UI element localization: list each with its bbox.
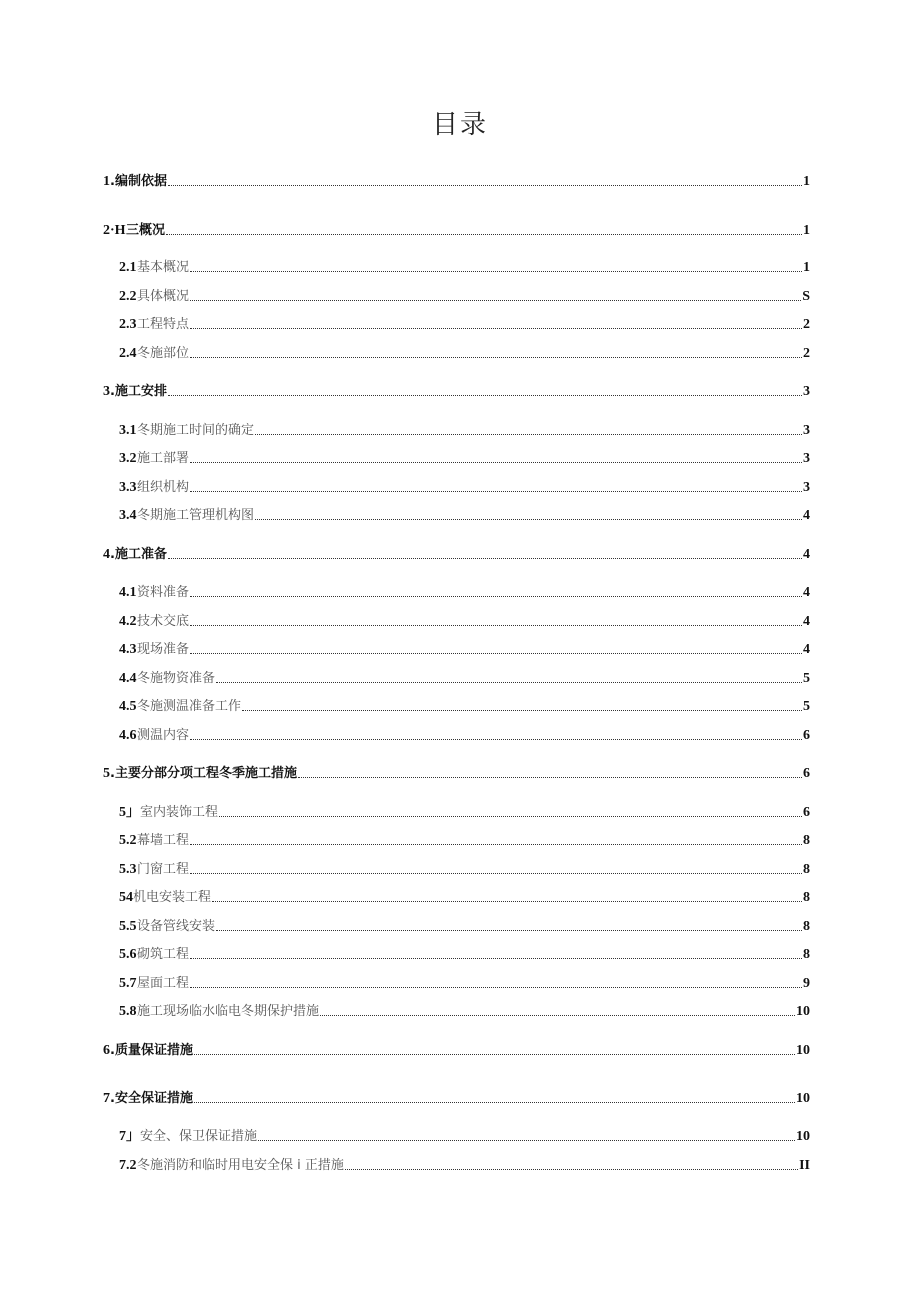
toc-entry-page: 4 bbox=[803, 585, 810, 600]
toc-entry-number: 1 bbox=[103, 174, 110, 189]
toc-entry-page: 4 bbox=[803, 547, 810, 562]
toc-leader-dots bbox=[345, 1169, 798, 1170]
toc-entry[interactable] bbox=[0, 859, 920, 881]
toc-entry-title: 工程特点 bbox=[137, 317, 190, 332]
toc-entry[interactable] bbox=[0, 220, 920, 242]
toc-entry-page: 6 bbox=[803, 805, 810, 820]
toc-entry[interactable] bbox=[0, 343, 920, 365]
toc-entry-title: .质量保证措施 bbox=[110, 1043, 193, 1058]
toc-entry-page: S bbox=[802, 289, 810, 304]
toc-entry-number: 4.4 bbox=[119, 671, 137, 686]
toc-entry-page: 6 bbox=[803, 766, 810, 781]
toc-entry-title: 门窗工程 bbox=[137, 862, 190, 877]
toc-leader-dots bbox=[298, 777, 802, 778]
toc-entry-title: 冬施消防和临时用电安全保 i 正措施 bbox=[137, 1158, 344, 1173]
toc-entry-number: 4.5 bbox=[119, 699, 137, 714]
toc-entry[interactable] bbox=[0, 611, 920, 633]
toc-entry-title: 冬施部位 bbox=[137, 346, 190, 361]
toc-entry[interactable] bbox=[0, 420, 920, 442]
toc-entry-page: II bbox=[799, 1158, 810, 1173]
toc-entry[interactable] bbox=[0, 916, 920, 938]
toc-entry[interactable] bbox=[0, 286, 920, 308]
toc-entry-page: 4 bbox=[803, 508, 810, 523]
toc-leader-dots bbox=[190, 462, 802, 463]
toc-leader-dots bbox=[194, 1102, 795, 1103]
toc-entry-page: 3 bbox=[803, 423, 810, 438]
toc-leader-dots bbox=[190, 300, 801, 301]
toc-leader-dots bbox=[168, 558, 802, 559]
toc-entry[interactable] bbox=[0, 1088, 920, 1110]
toc-entry[interactable] bbox=[0, 639, 920, 661]
toc-leader-dots bbox=[194, 1054, 795, 1055]
toc-entry-page: 8 bbox=[803, 947, 810, 962]
toc-leader-dots bbox=[212, 901, 802, 902]
page-title: 目录 bbox=[431, 110, 488, 140]
toc-leader-dots bbox=[190, 491, 802, 492]
toc-entry-page: 4 bbox=[803, 614, 810, 629]
toc-entry[interactable] bbox=[0, 448, 920, 470]
toc-entry[interactable] bbox=[0, 1155, 920, 1177]
toc-entry-number: 2.3 bbox=[119, 317, 137, 332]
toc-entry-title: 冬期施工时间的确定 bbox=[137, 423, 255, 438]
toc-entry-title: 安全、保卫保证措施 bbox=[140, 1129, 258, 1144]
toc-leader-dots bbox=[242, 710, 802, 711]
toc-entry-page: 3 bbox=[803, 384, 810, 399]
toc-entry-page: 10 bbox=[796, 1129, 810, 1144]
toc-leader-dots bbox=[190, 625, 802, 626]
toc-entry-title: 基本概况 bbox=[137, 260, 190, 275]
toc-entry[interactable] bbox=[0, 314, 920, 336]
toc-leader-dots bbox=[190, 987, 802, 988]
toc-entry[interactable] bbox=[0, 944, 920, 966]
toc-leader-dots bbox=[190, 653, 802, 654]
toc-leader-dots bbox=[166, 234, 802, 235]
toc-entry[interactable] bbox=[0, 1040, 920, 1062]
toc-entry-title: 具体概况 bbox=[137, 289, 190, 304]
toc-entry-title: 冬施物资准备 bbox=[137, 671, 216, 686]
toc-entry-number: 3.1 bbox=[119, 423, 137, 438]
toc-entry-page: 6 bbox=[803, 728, 810, 743]
toc-entry-title: 施工现场临水临电冬期保护措施 bbox=[137, 1004, 320, 1019]
toc-entry-page: 5 bbox=[803, 699, 810, 714]
toc-leader-dots bbox=[216, 930, 802, 931]
toc-entry-number: 4.6 bbox=[119, 728, 137, 743]
toc-entry[interactable] bbox=[0, 802, 920, 824]
toc-entry-number: 4.1 bbox=[119, 585, 137, 600]
toc-entry-page: 5 bbox=[803, 671, 810, 686]
toc-entry-title: 资料准备 bbox=[137, 585, 190, 600]
toc-entry-title: 幕墙工程 bbox=[137, 833, 190, 848]
toc-leader-dots bbox=[320, 1015, 795, 1016]
toc-entry-number: 5.5 bbox=[119, 919, 137, 934]
toc-leader-dots bbox=[190, 328, 802, 329]
toc-entry-title: 三概况 bbox=[126, 223, 166, 238]
toc-entry-number: 54 bbox=[119, 890, 133, 905]
toc-entry-title: 冬施测温准备工作 bbox=[137, 699, 242, 714]
toc-entry-number: 3.2 bbox=[119, 451, 137, 466]
toc-entry-page: 2 bbox=[803, 346, 810, 361]
toc-entry-title: 冬期施工管理机构图 bbox=[137, 508, 255, 523]
toc-entry-page: 1 bbox=[803, 174, 810, 189]
toc-entry-page: 8 bbox=[803, 862, 810, 877]
toc-entry-title: 施工部署 bbox=[137, 451, 190, 466]
toc-leader-dots bbox=[255, 434, 802, 435]
toc-entry-title: .施工准备 bbox=[110, 547, 167, 562]
toc-entry-number: 5 bbox=[103, 766, 110, 781]
toc-entry-number: 7」 bbox=[119, 1129, 140, 1144]
toc-entry-page: 10 bbox=[796, 1043, 810, 1058]
toc-entry-number: 5.7 bbox=[119, 976, 137, 991]
toc-entry[interactable] bbox=[0, 763, 920, 785]
toc-entry-number: 3.3 bbox=[119, 480, 137, 495]
toc-entry-number: 7 bbox=[103, 1091, 110, 1106]
toc-entry-number: 6 bbox=[103, 1043, 110, 1058]
toc-entry-title: 砌筑工程 bbox=[137, 947, 190, 962]
toc-entry-page: 1 bbox=[803, 260, 810, 275]
toc-entry-number: 5.2 bbox=[119, 833, 137, 848]
toc-entry-title: .施工安排 bbox=[110, 384, 167, 399]
toc-entry[interactable] bbox=[0, 725, 920, 747]
toc-entry[interactable] bbox=[0, 381, 920, 403]
toc-entry[interactable] bbox=[0, 973, 920, 995]
toc-leader-dots bbox=[190, 844, 802, 845]
toc-leader-dots bbox=[190, 958, 802, 959]
toc-leader-dots bbox=[255, 519, 802, 520]
toc-entry-title: 现场准备 bbox=[137, 642, 190, 657]
toc-entry-title: 设备管线安装 bbox=[137, 919, 216, 934]
toc-entry[interactable] bbox=[0, 696, 920, 718]
toc-leader-dots bbox=[168, 185, 802, 186]
toc-entry-title: 技术交底 bbox=[137, 614, 190, 629]
toc-entry-number: 5.6 bbox=[119, 947, 137, 962]
toc-entry[interactable] bbox=[0, 582, 920, 604]
toc-entry-title: 屋面工程 bbox=[137, 976, 190, 991]
toc-entry[interactable] bbox=[0, 544, 920, 566]
toc-entry-title: 室内装饰工程 bbox=[140, 805, 219, 820]
toc-entry-number: 5」 bbox=[119, 805, 140, 820]
toc-entry-page: 10 bbox=[796, 1091, 810, 1106]
toc-entry[interactable] bbox=[0, 505, 920, 527]
toc-leader-dots bbox=[216, 682, 802, 683]
toc-entry-page: 8 bbox=[803, 919, 810, 934]
toc-entry-number: 2.1 bbox=[119, 260, 137, 275]
toc-entry[interactable] bbox=[0, 477, 920, 499]
toc-entry-page: 2 bbox=[803, 317, 810, 332]
toc-leader-dots bbox=[190, 271, 802, 272]
toc-entry-page: 9 bbox=[803, 976, 810, 991]
toc-leader-dots bbox=[190, 739, 802, 740]
toc-entry-page: 10 bbox=[796, 1004, 810, 1019]
toc-leader-dots bbox=[190, 357, 802, 358]
toc-entry[interactable] bbox=[0, 1126, 920, 1148]
toc-entry-page: 3 bbox=[803, 451, 810, 466]
toc-entry-number: 3.4 bbox=[119, 508, 137, 523]
toc-entry-title: .主要分部分项工程冬季施工措施 bbox=[110, 766, 297, 781]
toc-entry-number: 4 bbox=[103, 547, 110, 562]
toc-entry[interactable] bbox=[0, 887, 920, 909]
toc-entry[interactable] bbox=[0, 830, 920, 852]
toc-entry[interactable] bbox=[0, 257, 920, 279]
toc-entry-number: 5.8 bbox=[119, 1004, 137, 1019]
toc-entry-page: 1 bbox=[803, 223, 810, 238]
toc-entry-title: 组织机构 bbox=[137, 480, 190, 495]
toc-entry[interactable] bbox=[0, 668, 920, 690]
toc-entry-number: 2.4 bbox=[119, 346, 137, 361]
toc-entry-number: 4.2 bbox=[119, 614, 137, 629]
toc-entry-title: .编制依据 bbox=[110, 174, 167, 189]
toc-entry-number: 2.2 bbox=[119, 289, 137, 304]
toc-entry-title: .安全保证措施 bbox=[110, 1091, 193, 1106]
toc-entry-number: 5.3 bbox=[119, 862, 137, 877]
toc-entry-number: 2·H bbox=[103, 223, 126, 238]
toc-entry-number: 7.2 bbox=[119, 1158, 137, 1173]
toc-entry-page: 8 bbox=[803, 833, 810, 848]
toc-leader-dots bbox=[258, 1140, 795, 1141]
toc-leader-dots bbox=[190, 596, 802, 597]
toc-entry-title: 机电安装工程 bbox=[133, 890, 212, 905]
toc-entry-page: 4 bbox=[803, 642, 810, 657]
toc-entry[interactable] bbox=[0, 171, 920, 193]
toc-entry-title: 测温内容 bbox=[137, 728, 190, 743]
toc-entry-number: 4.3 bbox=[119, 642, 137, 657]
toc-entry[interactable] bbox=[0, 1001, 920, 1023]
toc-entry-page: 8 bbox=[803, 890, 810, 905]
toc-entry-page: 3 bbox=[803, 480, 810, 495]
toc-leader-dots bbox=[168, 395, 802, 396]
toc-leader-dots bbox=[219, 816, 802, 817]
toc-leader-dots bbox=[190, 873, 802, 874]
toc-entry-number: 3 bbox=[103, 384, 110, 399]
